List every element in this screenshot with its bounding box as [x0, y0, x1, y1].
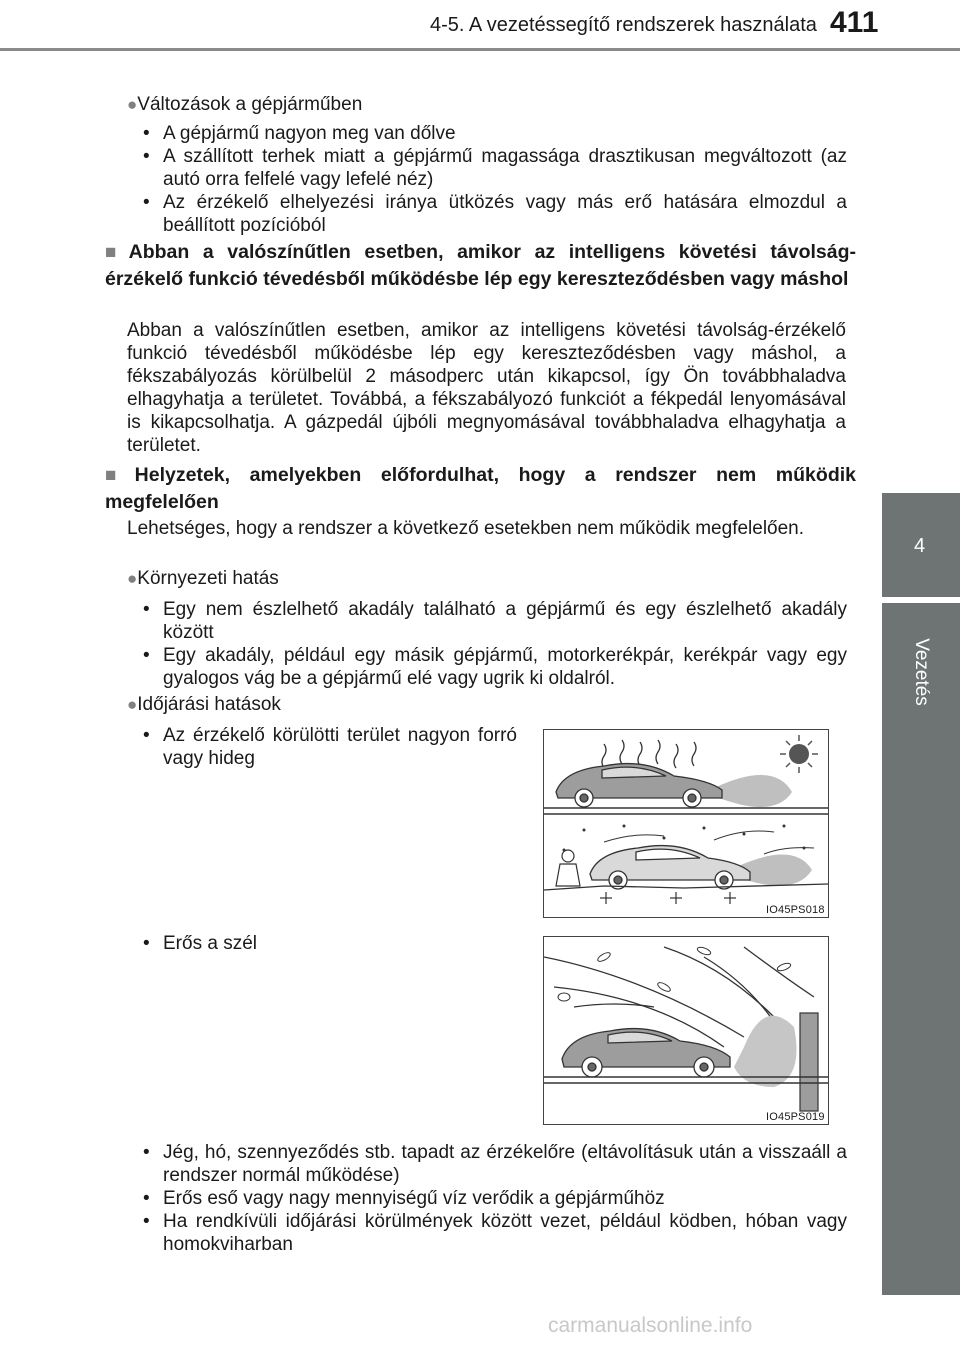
- figure-hot-cold: [543, 729, 829, 918]
- heading-environment-text: Környezeti hatás: [137, 568, 279, 589]
- heading-changes-text: Változások a gépjárműben: [137, 94, 363, 115]
- list-item: • Erős a szél: [127, 932, 517, 955]
- weather-list-wind: [127, 932, 517, 955]
- changes-list: [127, 122, 847, 237]
- weather-list-rest: [127, 1141, 847, 1256]
- figure-wind: [543, 936, 829, 1125]
- bullet-dot-icon: ●: [127, 695, 138, 714]
- hot-cold-illustration: [544, 730, 828, 917]
- chapter-label: Vezetés: [911, 638, 932, 706]
- heading-unlikely: [105, 239, 856, 293]
- heading-weather: [127, 693, 281, 716]
- wind-illustration: [544, 937, 828, 1124]
- heading-situations: [105, 462, 856, 516]
- sun-icon: [780, 735, 818, 773]
- chapter-title: 4-5. A vezetéssegítő rendszerek használata: [430, 14, 817, 36]
- heading-unlikely-text: Abban a valószínűtlen esetben, amikor az intelligens követési távolság-érzékelő funkció tévedésből működésbe lép egy kereszteződésben vagy máshol: [105, 241, 856, 290]
- heading-situations-text: Helyzetek, amelyekben előfordulhat, hogy a rendszer nem működik megfelelően: [105, 464, 856, 513]
- chapter-number: 4: [914, 535, 926, 557]
- page-number: 411: [830, 6, 879, 39]
- situations-body: Lehetséges, hogy a rendszer a következő esetekben nem működik megfelelően.: [127, 518, 805, 539]
- wall-icon: [800, 1013, 818, 1111]
- weather-list-hot: [127, 724, 517, 770]
- list-item: • A gépjármű nagyon meg van dőlve: [127, 122, 847, 145]
- heading-weather-text: Időjárási hatások: [137, 694, 281, 715]
- list-item: • Ha rendkívüli időjárási körülmények között vezet, például ködben, hóban vagy homokviharban: [127, 1210, 847, 1256]
- bullet-dot-icon: ●: [127, 95, 138, 114]
- heading-changes: [127, 93, 362, 116]
- figure-code: IO45PS019: [766, 1111, 825, 1123]
- chapter-tab-label: [882, 603, 960, 1295]
- list-item: • Egy akadály, például egy másik gépjármű, motorkerékpár, kerékpár vagy egy gyalogos vág be a gépjármű elé vagy ugrik ki oldalról.: [127, 644, 847, 690]
- list-item: • Az érzékelő elhelyezési iránya ütközés vagy más erő hatására elmozdul a beállított pozícióból: [127, 191, 847, 237]
- watermark: carmanualsonline.info: [548, 1314, 753, 1337]
- list-item: • Erős eső vagy nagy mennyiségű víz verődik a gépjárműhöz: [127, 1187, 847, 1210]
- square-bullet-icon: ■: [105, 465, 131, 486]
- unlikely-body: Abban a valószínűtlen esetben, amikor az intelligens követési távolság-érzékelő funkció tévedésből működésbe lép egy kereszteződésben vagy máshol, a fékszabályozás körülbelül 2 másodperc után kikapcsol, így Ön továbbhaladva elhagyhatja a területet. Továbbá, a fékszabályozó funkciót a fékpedál lenyomásával is kikapcsolhatja. A gázpedál újbóli megnyomásával továbbhaladva elhagyhatja a területet.: [127, 320, 846, 456]
- figure-code: IO45PS018: [766, 904, 825, 916]
- environment-list: [127, 598, 847, 690]
- header-divider: [0, 48, 960, 51]
- bullet-dot-icon: ●: [127, 569, 138, 588]
- list-item: • Jég, hó, szennyeződés stb. tapadt az érzékelőre (eltávolításuk után a visszaáll a rendszer normál működése): [127, 1141, 847, 1187]
- heading-environment: [127, 567, 279, 590]
- chapter-tab-number: [882, 493, 960, 597]
- square-bullet-icon: ■: [105, 242, 125, 263]
- list-item: • A szállított terhek miatt a gépjármű magassága drasztikusan megváltozott (az autó orra felfelé vagy lefelé néz): [127, 145, 847, 191]
- list-item: • Az érzékelő körülötti terület nagyon forró vagy hideg: [127, 724, 517, 770]
- list-item: • Egy nem észlelhető akadály található a gépjármű és egy észlelhető akadály között: [127, 598, 847, 644]
- person-icon: [556, 850, 580, 886]
